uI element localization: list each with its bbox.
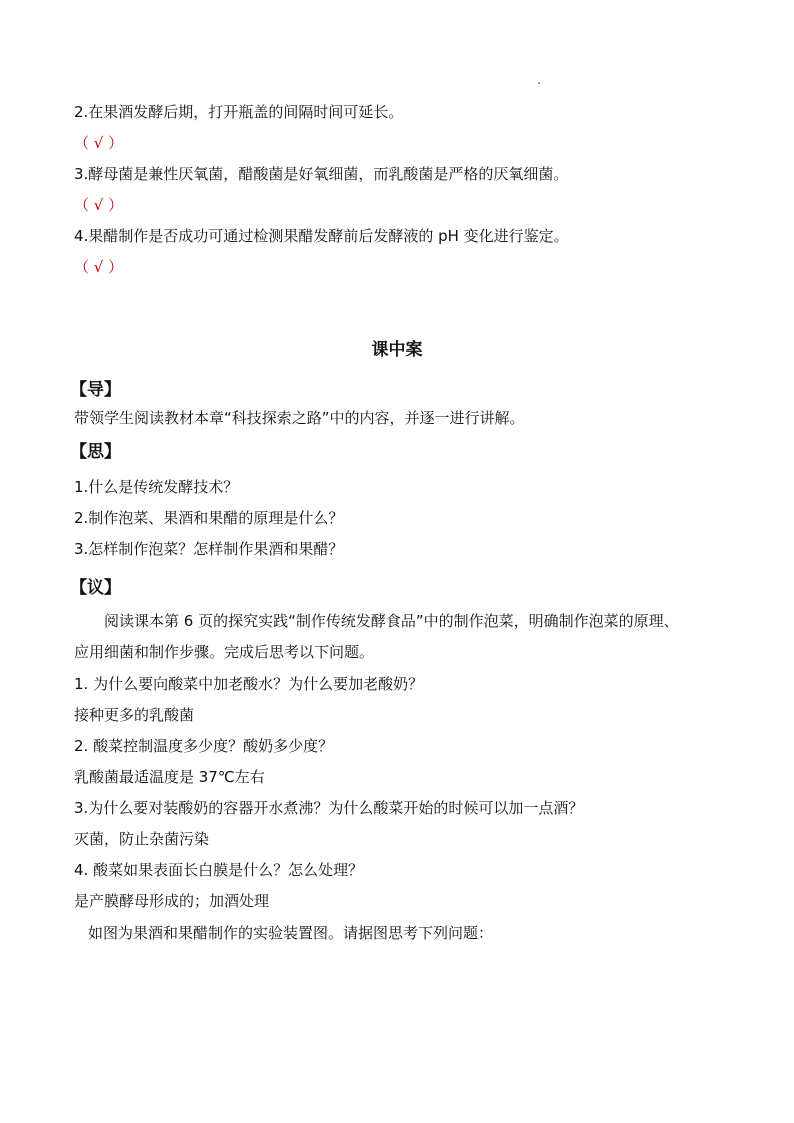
figure-intro: 如图为果酒和果醋制作的实验装置图。请据图思考下列问题： [88,924,494,942]
think-item-3: 3.怎样制作泡菜？怎样制作果酒和果醋？ [74,540,344,558]
page-title: 课中案 [371,340,423,360]
answer-2: （ √ ） [74,134,124,152]
discuss-question-2: 2. 酸菜控制温度多少度？酸奶多少度？ [74,737,334,755]
discuss-answer-3: 灭菌，防止杂菌污染 [74,830,210,848]
think-item-1: 1.什么是传统发酵技术？ [74,478,239,496]
discuss-answer-4: 是产膜酵母形成的；加酒处理 [74,892,270,910]
discuss-answer-2: 乳酸菌最适温度是 37℃左右 [74,768,265,786]
discuss-question-4: 4. 酸菜如果表面长白膜是什么？怎么处理？ [74,861,364,879]
guide-text: 带领学生阅读教材本章“科技探索之路”中的内容，并逐一进行讲解。 [74,409,525,427]
statement-2: 2.在果酒发酵后期，打开瓶盖的间隔时间可延长。 [74,103,404,121]
guide-heading: 【导】 [70,380,121,400]
discuss-intro-line-1: 阅读课本第 6 页的探究实践“制作传统发酵食品”中的制作泡菜，明确制作泡菜的原理、 [104,612,679,630]
discuss-answer-1: 接种更多的乳酸菌 [74,706,195,724]
think-item-2: 2.制作泡菜、果酒和果醋的原理是什么？ [74,509,344,527]
answer-3: （ √ ） [74,196,124,214]
answer-4: （ √ ） [74,258,124,276]
discuss-heading: 【议】 [70,578,121,598]
scan-dot [538,82,540,84]
discuss-question-3: 3.为什么要对装酸奶的容器开水煮沸？为什么酸菜开始的时候可以加一点酒？ [74,799,584,817]
statement-4: 4.果醋制作是否成功可通过检测果醋发酵前后发酵液的 pH 变化进行鉴定。 [74,227,569,245]
statement-3: 3.酵母菌是兼性厌氧菌，醋酸菌是好氧细菌，而乳酸菌是严格的厌氧细菌。 [74,165,569,183]
discuss-intro-line-2: 应用细菌和制作步骤。完成后思考以下问题。 [74,643,375,661]
discuss-question-1: 1. 为什么要向酸菜中加老酸水？为什么要加老酸奶？ [74,675,424,693]
think-heading: 【思】 [70,442,121,462]
